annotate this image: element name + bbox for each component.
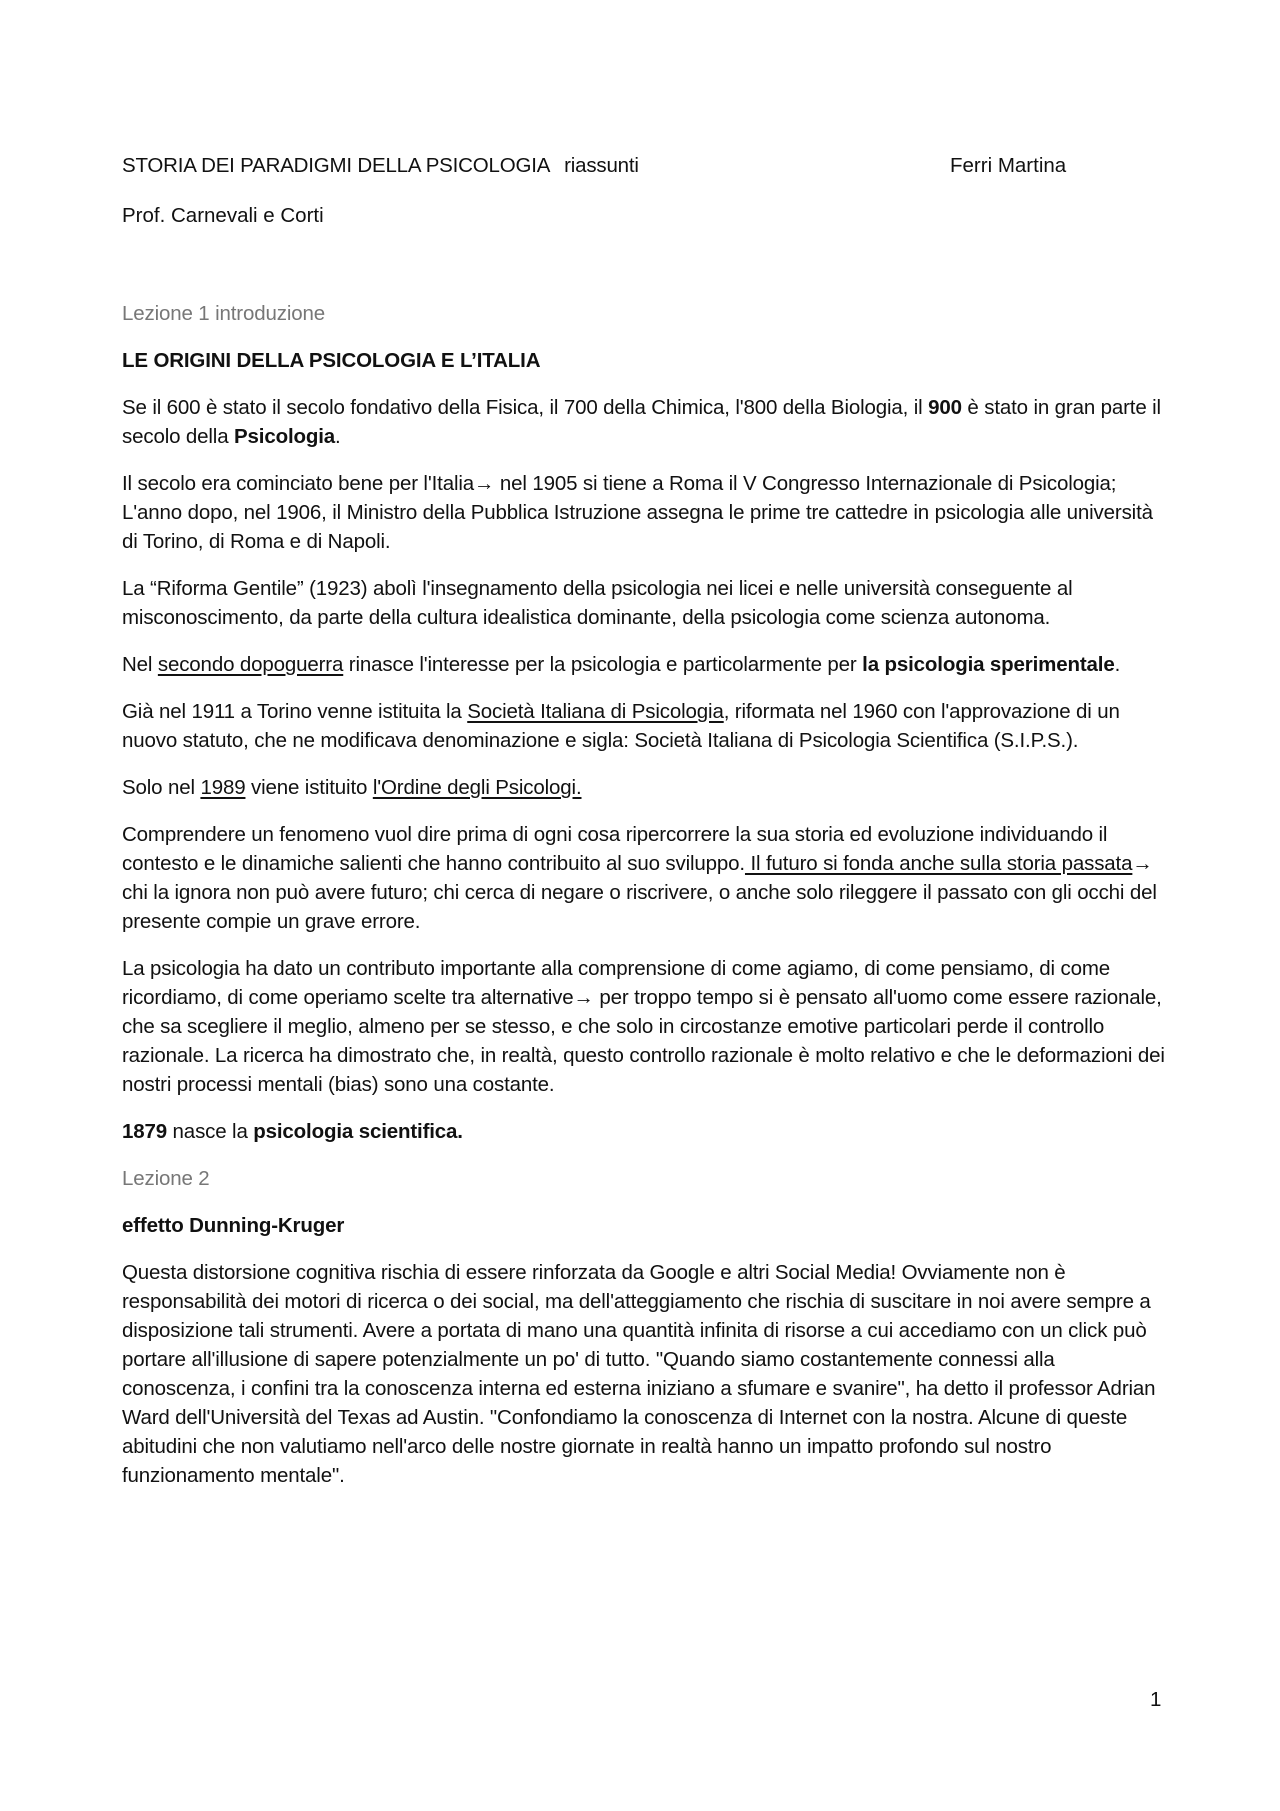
paragraph: Se il 600 è stato il secolo fondativo della Fisica, il 700 della Chimica, l'800 della Biologia, il 900 è stato in gran parte il secolo della Psicologia.	[122, 396, 1161, 448]
lesson-1-heading: LE ORIGINI DELLA PSICOLOGIA E L’ITALIA	[122, 349, 541, 372]
document-body	[122, 299, 1172, 1508]
paragraph: Questa distorsione cognitiva rischia di essere rinforzata da Google e altri Social Media! Ovviamente non è responsabilità dei motori di ricerca o dei social, ma dell'atteggiamento che rischia di suscitare in noi avere sempre a disposizione tali strumenti. Avere a portata di mano una quantità infinita di risorse a cui accediamo con un click può portare all'illusione di sapere potenzialmente un po' di tutto. "Quando siamo costantemente connessi alla conoscenza, i confini tra la conoscenza interna ed esterna iniziano a sfumare e svanire", ha detto il professor Adrian Ward dell'Università del Texas ad Austin. "Confondiamo la conoscenza di Internet con la nostra. Alcune di queste abitudini che non valutiamo nell'arco delle nostre giornate in realtà hanno un impatto profondo sul nostro funzionamento mentale".	[122, 1261, 1156, 1487]
paragraph: Già nel 1911 a Torino venne istituita la Società Italiana di Psicologia, riformata nel 1960 con l'approvazione di un nuovo statuto, che ne modificava denominazione e sigla: Società Italiana di Psicologia Scientifica (S.I.P.S.).	[122, 700, 1120, 752]
author-name: Ferri Martina	[950, 154, 1067, 177]
lesson-2-heading: effetto Dunning-Kruger	[122, 1214, 345, 1237]
paragraph: 1879 nasce la psicologia scientifica.	[122, 1120, 463, 1143]
lesson-2-label: Lezione 2	[122, 1167, 210, 1190]
lesson-1-label: Lezione 1 introduzione	[122, 302, 325, 325]
paragraph: Il secolo era cominciato bene per l'Italia→ nel 1905 si tiene a Roma il V Congresso Internazionale di Psicologia; L'anno dopo, nel 1906, il Ministro della Pubblica Istruzione assegna le prime tre cattedre in psicologia alle università di Torino, di Roma e di Napoli.	[122, 472, 1153, 553]
professors-line: Prof. Carnevali e Corti	[122, 204, 324, 227]
page-number: 1	[1150, 1688, 1162, 1711]
paragraph: Comprendere un fenomeno vuol dire prima di ogni cosa ripercorrere la sua storia ed evoluzione individuando il contesto e le dinamiche salienti che hanno contribuito al suo sviluppo. Il futuro si fonda anche sulla storia passata→ chi la ignora non può avere futuro; chi cerca di negare o riscrivere, o anche solo rileggere il passato con gli occhi del presente compie un grave errore.	[122, 823, 1157, 933]
paragraph: La “Riforma Gentile” (1923) abolì l'insegnamento della psicologia nei licei e nelle università conseguente al misconoscimento, da parte della cultura idealistica dominante, della psicologia come scienza autonoma.	[122, 577, 1073, 629]
paragraph: La psicologia ha dato un contributo importante alla comprensione di come agiamo, di come pensiamo, di come ricordiamo, di come operiamo scelte tra alternative→ per troppo tempo si è pensato all'uomo come essere razionale, che sa scegliere il meglio, almeno per se stesso, e che solo in circostanze emotive particolari perde il controllo razionale. La ricerca ha dimostrato che, in realtà, questo controllo razionale è molto relativo e che le deformazioni dei nostri processi mentali (bias) sono una costante.	[122, 957, 1165, 1096]
document-subtitle: riassunti	[564, 154, 639, 177]
document-title	[122, 154, 639, 178]
paragraph: Nel secondo dopoguerra rinasce l'interesse per la psicologia e particolarmente per la psicologia sperimentale.	[122, 653, 1121, 676]
paragraph: Solo nel 1989 viene istituito l'Ordine degli Psicologi.	[122, 776, 582, 799]
course-title: STORIA DEI PARADIGMI DELLA PSICOLOGIA	[122, 154, 551, 177]
